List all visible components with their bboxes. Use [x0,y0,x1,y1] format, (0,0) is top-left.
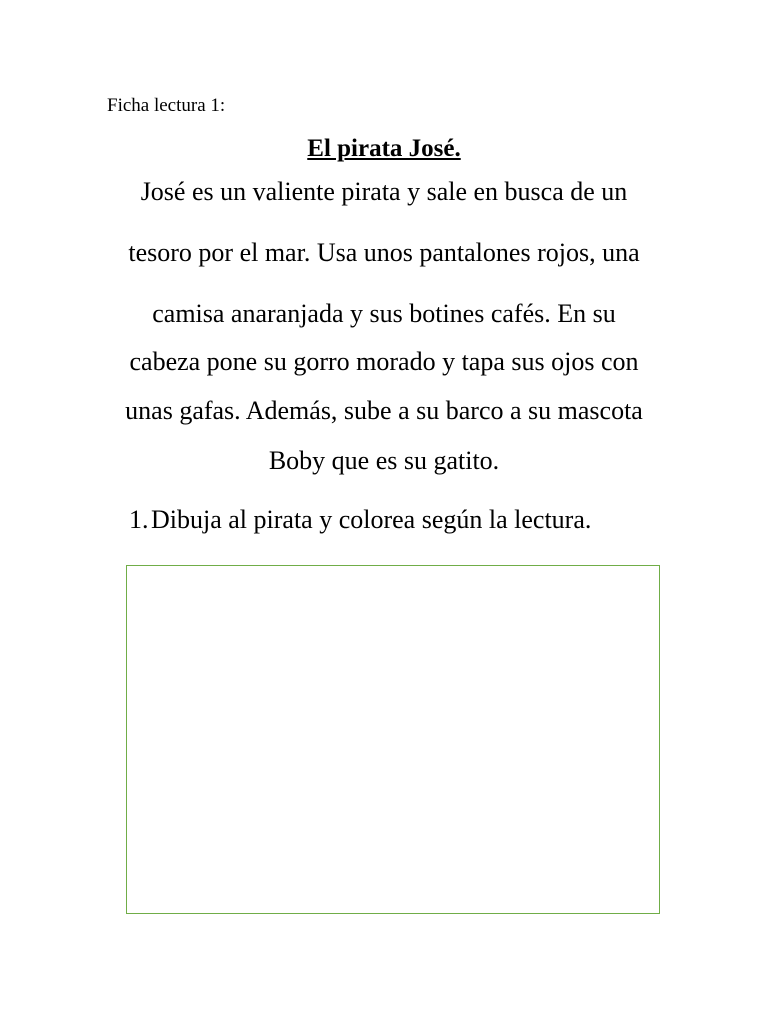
drawing-area[interactable] [126,565,660,914]
story-line: cabeza pone su gorro morado y tapa sus ojos con [129,347,639,376]
worksheet-label: Ficha lectura 1: [107,95,226,116]
story-line: unas gafas. Además, sube a su barco a su mascota [125,396,643,425]
story-line: camisa anaranjada y sus botines cafés. En su [152,299,616,328]
question-number: 1. [129,505,149,534]
question-item [129,503,591,537]
story-line: Boby que es su gatito. [268,446,500,475]
story-title: El pirata José. [307,135,461,162]
story-line: tesoro por el mar. Usa unos pantalones rojos, una [128,238,640,267]
story-line: José es un valiente pirata y sale en busca de un [140,177,628,206]
question-text: Dibuja al pirata y colorea según la lectura. [151,505,592,534]
